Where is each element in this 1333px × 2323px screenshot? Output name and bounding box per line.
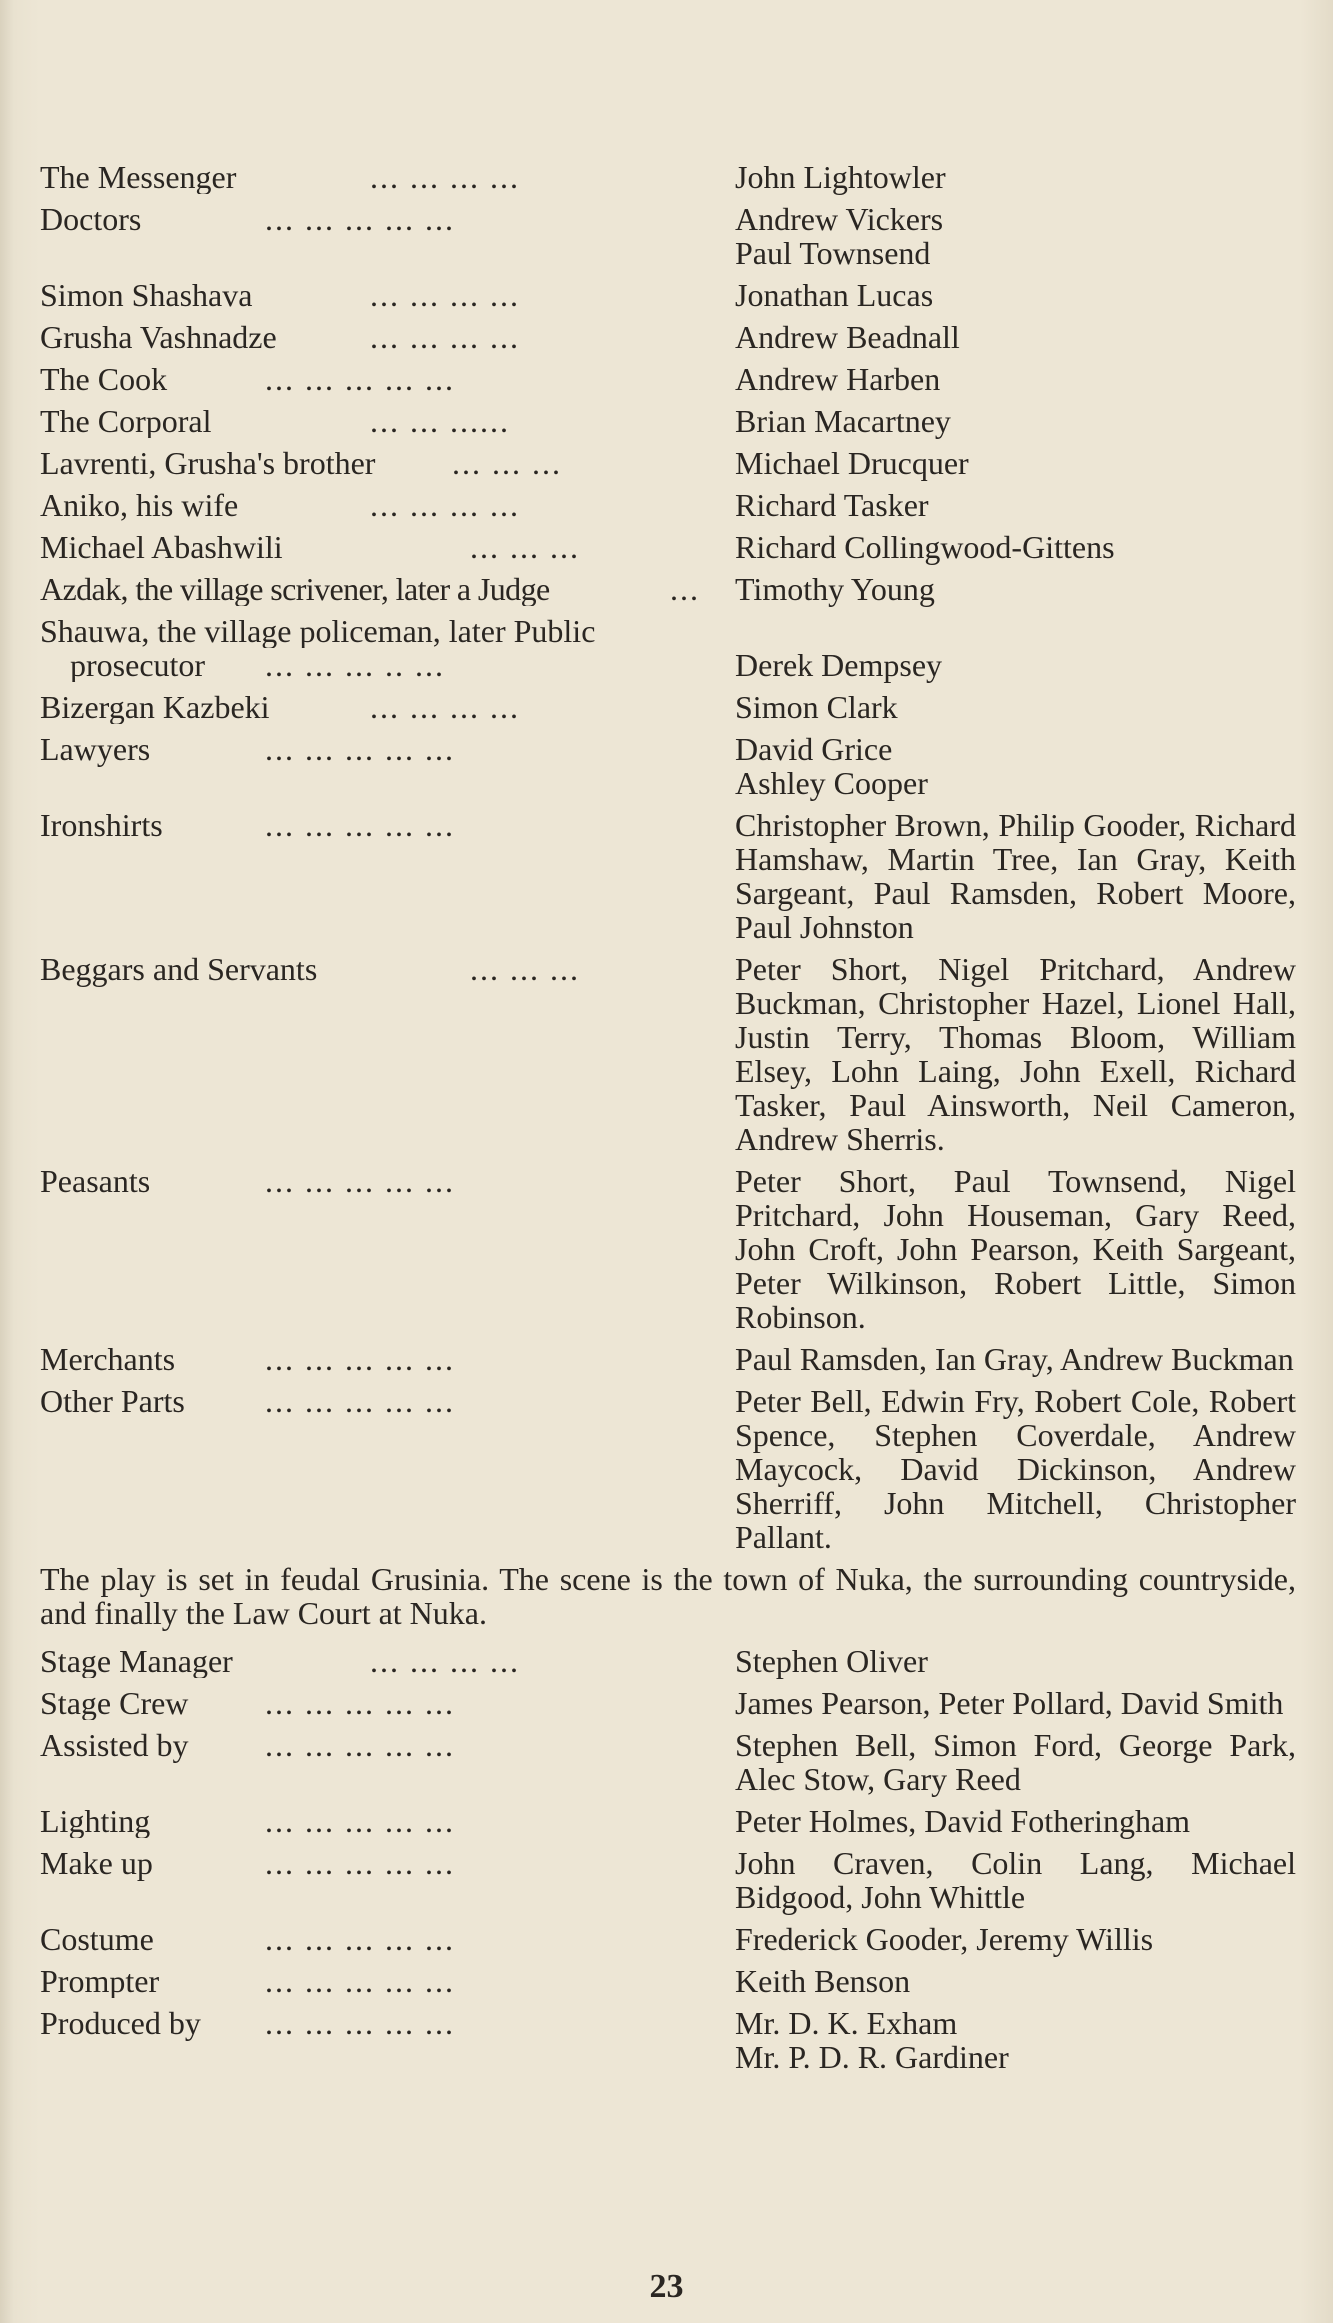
actor-name: Paul Ramsden, Ian Gray, Andrew Buckman — [735, 1341, 1294, 1377]
crew-role: Prompter — [40, 1964, 160, 1998]
actor-name: Timothy Young — [735, 571, 935, 607]
actor-name: Richard Collingwood-Gittens — [735, 529, 1115, 565]
actor-name: Brian Macartney — [735, 403, 951, 439]
crew-role: Stage Crew — [40, 1686, 189, 1720]
crew-names: James Pearson, Peter Pollard, David Smith — [735, 1685, 1284, 1721]
crew-role: Produced by — [40, 2006, 201, 2041]
cast-row — [40, 690, 1296, 724]
role-name: The Messenger — [40, 160, 237, 194]
leader-dots: ... ... ... ... ... — [265, 808, 455, 843]
crew-row — [40, 1686, 1296, 1720]
leader-dots: ... ... ... ... ... — [265, 732, 455, 767]
cast-row — [40, 732, 1296, 800]
role-name: Simon Shashava — [40, 278, 253, 312]
actor-name: Jonathan Lucas — [735, 277, 934, 313]
leader-dots: ... ... ... .. ... — [265, 648, 445, 682]
crew-names: Mr. D. K. Exham — [735, 2005, 958, 2041]
crew-names: Peter Holmes, David Fotheringham — [735, 1803, 1191, 1839]
leader-dots: ... ... ... ... ... — [265, 362, 455, 396]
leader-dots: ... ... ... ... ... — [265, 1384, 455, 1419]
crew-names: Stephen Oliver — [735, 1643, 928, 1679]
leader-dots: ... ... ... ... ... — [265, 2006, 455, 2041]
actor-name: Andrew Vickers — [735, 201, 944, 237]
cast-list — [40, 160, 1296, 2082]
actor-name: Richard Tasker — [735, 487, 929, 523]
actor-name: Derek Dempsey — [735, 647, 943, 683]
role-name: Bizergan Kazbeki — [40, 690, 270, 724]
actor-name: John Lightowler — [735, 159, 946, 195]
leader-dots: ... ... ... ... — [370, 160, 520, 194]
leader-dots: ... ... ... ... — [370, 320, 520, 354]
role-name: Peasants — [40, 1164, 151, 1199]
cast-row — [40, 404, 1296, 438]
crew-row — [40, 1644, 1296, 1678]
role-name: Merchants — [40, 1342, 176, 1376]
role-name: The Cook — [40, 362, 168, 396]
actor-name: Michael Drucquer — [735, 445, 969, 481]
cast-row-continued — [40, 648, 1296, 682]
cast-row — [40, 278, 1296, 312]
crew-role: Lighting — [40, 1804, 151, 1838]
page-number: 23 — [649, 2268, 684, 2305]
actor-name: Peter Bell, Edwin Fry, Robert Cole, Robert Spence, Stephen Coverdale, Andrew Maycock, David Dickinson, Andrew Sherriff, John Mitchell, Christopher Pallant. — [735, 1383, 1296, 1555]
role-name: Beggars and Servants — [40, 952, 318, 987]
leader-dots: ... ... ... ... — [370, 488, 520, 522]
leader-dots: ... ... ... ... ... — [265, 1728, 455, 1763]
leader-dots: ... ... ... — [452, 446, 562, 480]
role-name: Michael Abashwili — [40, 530, 283, 564]
crew-names: Stephen Bell, Simon Ford, George Park, Alec Stow, Gary Reed — [735, 1727, 1296, 1797]
actor-name: David Grice — [735, 731, 893, 767]
crew-row — [40, 1804, 1296, 1838]
cast-row — [40, 320, 1296, 354]
leader-dots: ... ... ... ... — [370, 278, 520, 312]
actor-name: Andrew Beadnall — [735, 319, 960, 355]
setting-note: The play is set in feudal Grusinia. The scene is the town of Nuka, the surrounding countryside, and finally the Law Court at Nuka. — [40, 1561, 1296, 1631]
cast-row — [40, 446, 1296, 480]
role-name: Shauwa, the village policeman, later Public — [40, 614, 596, 648]
crew-names: Mr. P. D. R. Gardiner — [735, 2039, 1009, 2075]
cast-row — [40, 362, 1296, 396]
leader-dots: ... ... ... ... ... — [265, 1804, 455, 1838]
crew-row — [40, 1964, 1296, 1998]
leader-dots: ... ... ... ... ... — [265, 1342, 455, 1376]
role-name: Other Parts — [40, 1384, 185, 1419]
leader-dots: ... ... ... — [470, 952, 580, 987]
leader-dots: ... ... ... ... ... — [265, 202, 455, 237]
cast-row — [40, 160, 1296, 194]
actor-name: Paul Townsend — [735, 235, 931, 271]
actor-name: Christopher Brown, Philip Gooder, Richard Hamshaw, Martin Tree, Ian Gray, Keith Sargeant, Paul Ramsden, Robert Moore, Paul Johnston — [735, 807, 1296, 945]
cast-row — [40, 808, 1296, 944]
actor-name: Peter Short, Nigel Pritchard, Andrew Buckman, Christopher Hazel, Lionel Hall, Justin Terry, Thomas Bloom, William Elsey, Lohn Laing, John Exell, Richard Tasker, Paul Ainsworth, Neil Cameron, Andrew Sherris. — [735, 951, 1296, 1157]
cast-row — [40, 530, 1296, 564]
leader-dots: ... ... ... ... ... — [265, 1164, 455, 1199]
leader-dots: ... ... ... ... ... — [265, 1922, 455, 1956]
crew-role: Costume — [40, 1922, 154, 1956]
role-name: Lavrenti, Grusha's brother — [40, 446, 376, 480]
cast-row — [40, 614, 1296, 648]
leader-dots: ... ... ... ... — [370, 690, 520, 724]
leader-dots: ... ... ... — [470, 530, 580, 564]
leader-dots: ... ... ... ... ... — [265, 1846, 455, 1881]
crew-names: John Craven, Colin Lang, Michael Bidgood, John Whittle — [735, 1845, 1296, 1915]
cast-row — [40, 952, 1296, 1156]
role-name: Ironshirts — [40, 808, 163, 843]
leader-dots: ... ... ... ... — [370, 1644, 520, 1678]
cast-row — [40, 1342, 1296, 1376]
role-name-continued: prosecutor — [70, 648, 206, 682]
role-name: Doctors — [40, 202, 142, 237]
cast-row — [40, 488, 1296, 522]
role-name: Aniko, his wife — [40, 488, 239, 522]
leader-dots: ... ... ... ... ... — [265, 1686, 455, 1720]
crew-row — [40, 1922, 1296, 1956]
leader-dots: ... — [670, 572, 700, 606]
leader-dots: ... ... ...... — [370, 404, 510, 438]
role-name: Azdak, the village scrivener, later a Judge — [40, 572, 550, 606]
crew-role: Assisted by — [40, 1728, 189, 1763]
role-name: The Corporal — [40, 404, 212, 438]
crew-names: Frederick Gooder, Jeremy Willis — [735, 1921, 1154, 1957]
crew-role: Stage Manager — [40, 1644, 233, 1678]
actor-name: Ashley Cooper — [735, 765, 928, 801]
crew-names: Keith Benson — [735, 1963, 911, 1999]
crew-row — [40, 2006, 1296, 2074]
cast-row — [40, 1384, 1296, 1554]
role-name: Lawyers — [40, 732, 151, 767]
leader-dots: ... ... ... ... ... — [265, 1964, 455, 1998]
cast-row — [40, 572, 1296, 606]
actor-name: Simon Clark — [735, 689, 898, 725]
crew-role: Make up — [40, 1846, 153, 1881]
cast-row — [40, 202, 1296, 270]
actor-name: Peter Short, Paul Townsend, Nigel Pritchard, John Houseman, Gary Reed, John Croft, John Pearson, Keith Sargeant, Peter Wilkinson, Robert Little, Simon Robinson. — [735, 1163, 1296, 1335]
crew-row — [40, 1846, 1296, 1914]
cast-row — [40, 1164, 1296, 1334]
role-name: Grusha Vashnadze — [40, 320, 277, 354]
crew-row — [40, 1728, 1296, 1796]
actor-name: Andrew Harben — [735, 361, 941, 397]
